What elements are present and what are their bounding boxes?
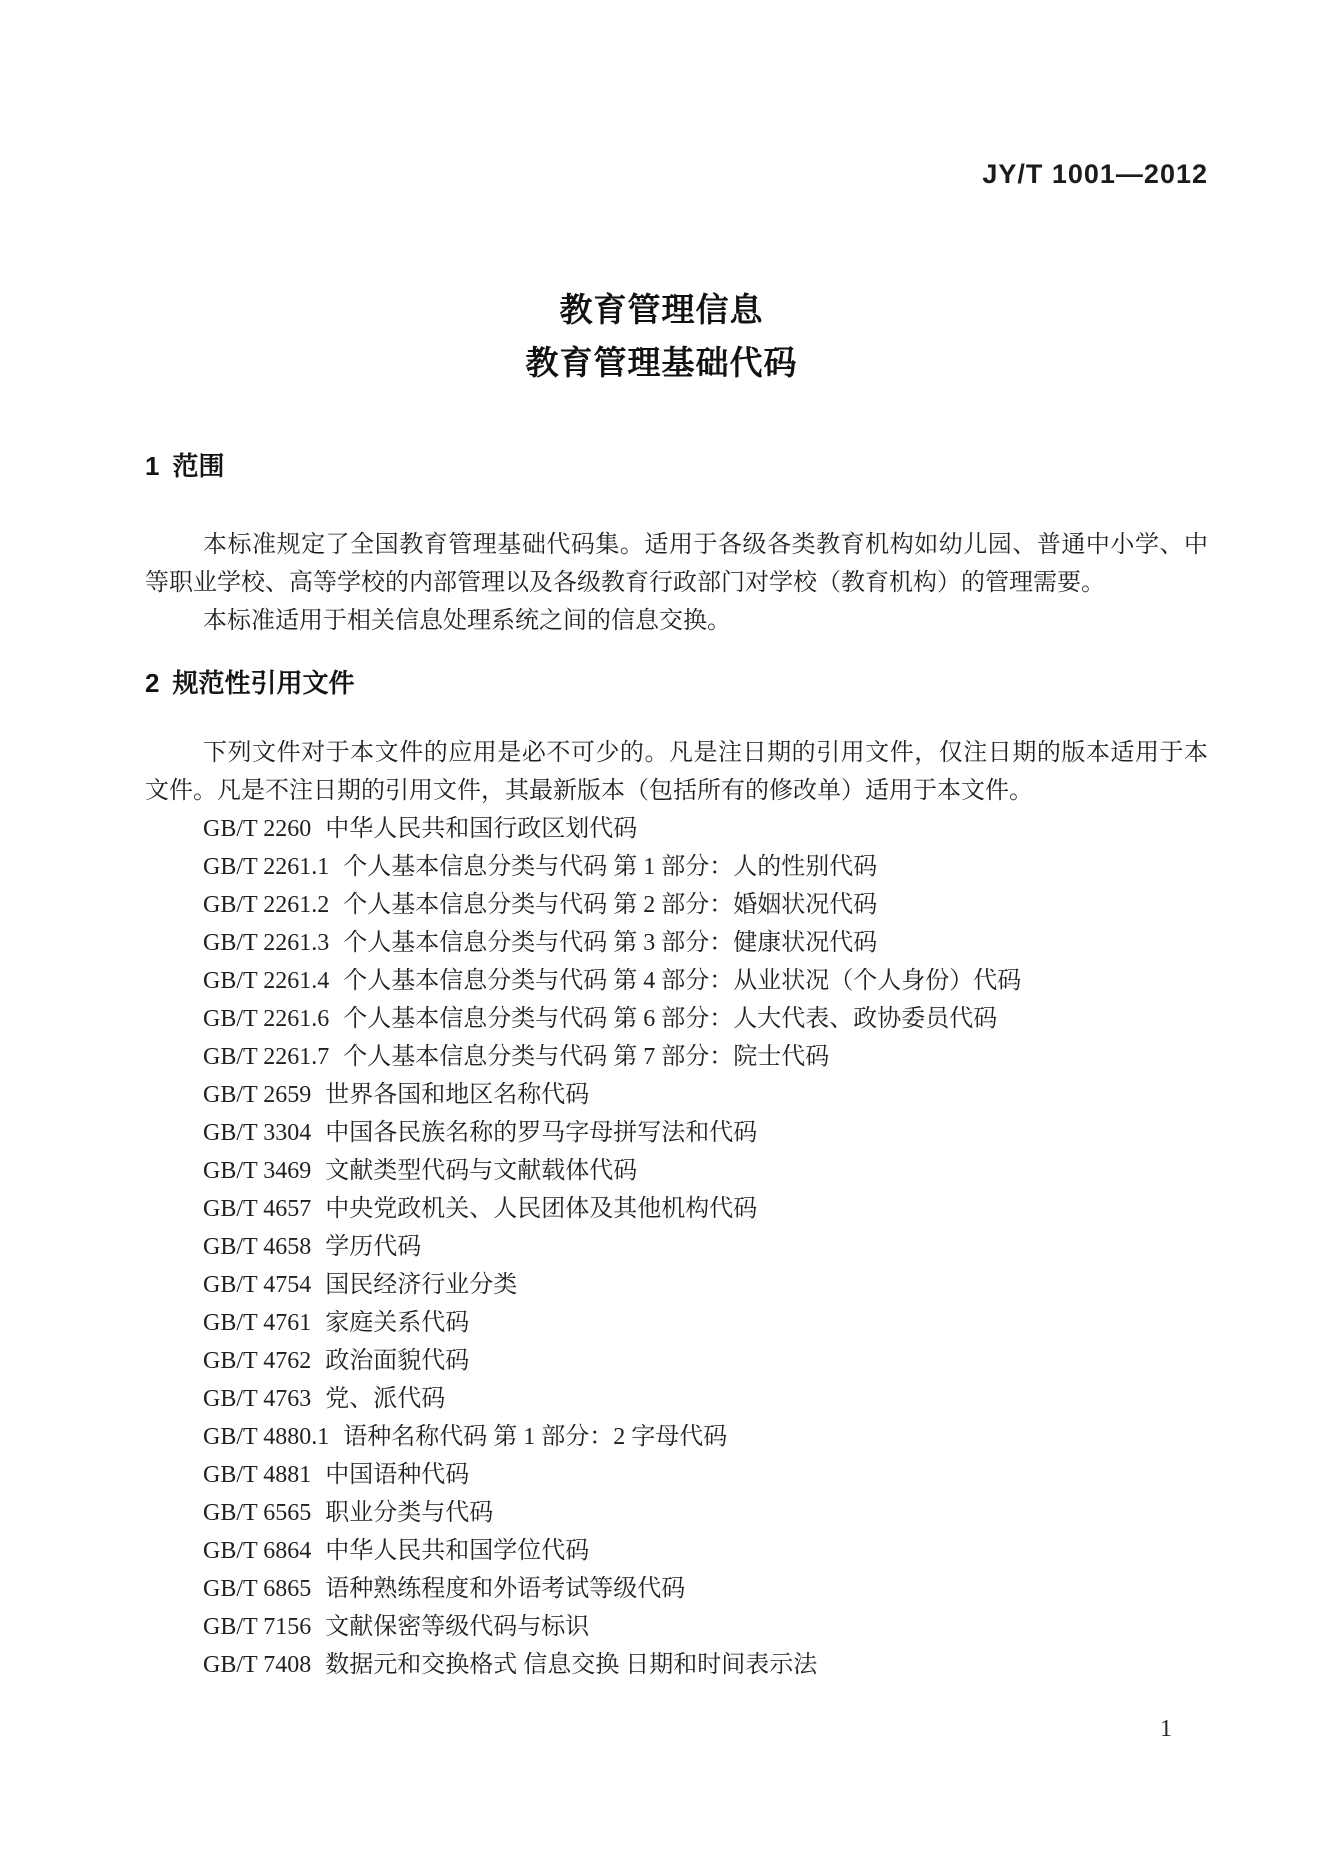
reference-item xyxy=(145,1494,1208,1532)
page-number: 1 xyxy=(1160,1716,1172,1742)
reference-code: GB/T 2261.7 xyxy=(203,1044,330,1070)
reference-title: 文献类型代码与文献载体代码 xyxy=(325,1158,638,1184)
reference-title: 个人基本信息分类与代码 第 3 部分：健康状况代码 xyxy=(343,930,878,956)
reference-item xyxy=(145,1038,1208,1076)
reference-code: GB/T 2261.6 xyxy=(203,1006,330,1032)
section1-number: 1 xyxy=(145,451,160,481)
section1-paragraph2: 本标准适用于相关信息处理系统之间的信息交换。 xyxy=(203,608,731,634)
reference-title: 党、派代码 xyxy=(325,1386,446,1412)
reference-code: GB/T 4754 xyxy=(203,1272,312,1298)
reference-item xyxy=(145,1114,1208,1152)
reference-title: 个人基本信息分类与代码 第 7 部分：院士代码 xyxy=(343,1044,830,1070)
reference-title: 国民经济行业分类 xyxy=(325,1272,518,1298)
reference-item xyxy=(145,1532,1208,1570)
doc-title-line1: 教育管理信息 xyxy=(559,291,764,328)
section2-number: 2 xyxy=(145,668,160,698)
reference-title: 中国各民族名称的罗马字母拼写法和代码 xyxy=(325,1120,758,1146)
reference-code: GB/T 6865 xyxy=(203,1576,312,1602)
reference-code: GB/T 4761 xyxy=(203,1310,312,1336)
reference-code: GB/T 2659 xyxy=(203,1082,312,1108)
reference-code: GB/T 4881 xyxy=(203,1462,312,1488)
reference-item xyxy=(145,962,1208,1000)
reference-title: 语种熟练程度和外语考试等级代码 xyxy=(325,1576,686,1602)
reference-title: 个人基本信息分类与代码 第 1 部分：人的性别代码 xyxy=(343,854,878,880)
reference-item xyxy=(145,848,1208,886)
section1-heading xyxy=(145,449,1208,483)
reference-title: 政治面貌代码 xyxy=(325,1348,470,1374)
reference-item xyxy=(145,1608,1208,1646)
reference-title: 中华人民共和国学位代码 xyxy=(325,1538,590,1564)
doc-number: JY/T 1001—2012 xyxy=(982,159,1208,189)
reference-code: GB/T 4763 xyxy=(203,1386,312,1412)
reference-item xyxy=(145,1646,1208,1684)
reference-list xyxy=(145,810,1208,1684)
reference-title: 中华人民共和国行政区划代码 xyxy=(325,816,638,842)
reference-item xyxy=(145,1228,1208,1266)
reference-title: 个人基本信息分类与代码 第 6 部分：人大代表、政协委员代码 xyxy=(343,1006,998,1032)
doc-title xyxy=(0,283,1323,389)
doc-title-line2: 教育管理基础代码 xyxy=(525,344,798,381)
reference-item xyxy=(145,1304,1208,1342)
reference-code: GB/T 7156 xyxy=(203,1614,312,1640)
reference-code: GB/T 2261.2 xyxy=(203,892,330,918)
reference-code: GB/T 7408 xyxy=(203,1652,312,1678)
reference-code: GB/T 4657 xyxy=(203,1196,312,1222)
section2-intro: 下列文件对于本文件的应用是必不可少的。凡是注日期的引用文件，仅注日期的版本适用于本文件。凡是不注日期的引用文件，其最新版本（包括所有的修改单）适用于本文件。 xyxy=(145,740,1208,804)
reference-item xyxy=(145,886,1208,924)
reference-item xyxy=(145,924,1208,962)
section1-heading-text: 范围 xyxy=(172,451,225,481)
reference-code: GB/T 3304 xyxy=(203,1120,312,1146)
reference-code: GB/T 2261.1 xyxy=(203,854,330,880)
reference-title: 中国语种代码 xyxy=(325,1462,470,1488)
reference-code: GB/T 4658 xyxy=(203,1234,312,1260)
reference-item xyxy=(145,810,1208,848)
reference-code: GB/T 2261.4 xyxy=(203,968,330,994)
reference-item xyxy=(145,1076,1208,1114)
section2-heading-text: 规范性引用文件 xyxy=(172,668,355,698)
reference-title: 个人基本信息分类与代码 第 4 部分：从业状况（个人身份）代码 xyxy=(343,968,1022,994)
reference-code: GB/T 2261.3 xyxy=(203,930,330,956)
reference-item xyxy=(145,1456,1208,1494)
reference-item xyxy=(145,1342,1208,1380)
reference-code: GB/T 2260 xyxy=(203,816,312,842)
reference-code: GB/T 3469 xyxy=(203,1158,312,1184)
reference-code: GB/T 4762 xyxy=(203,1348,312,1374)
reference-title: 学历代码 xyxy=(325,1234,422,1260)
reference-item xyxy=(145,1152,1208,1190)
reference-item xyxy=(145,1190,1208,1228)
reference-title: 世界各国和地区名称代码 xyxy=(325,1082,590,1108)
reference-code: GB/T 6864 xyxy=(203,1538,312,1564)
reference-item xyxy=(145,1570,1208,1608)
reference-title: 家庭关系代码 xyxy=(325,1310,470,1336)
reference-item xyxy=(145,1380,1208,1418)
reference-item xyxy=(145,1266,1208,1304)
reference-title: 职业分类与代码 xyxy=(325,1500,494,1526)
reference-title: 语种名称代码 第 1 部分：2 字母代码 xyxy=(343,1424,728,1450)
reference-code: GB/T 6565 xyxy=(203,1500,312,1526)
reference-title: 数据元和交换格式 信息交换 日期和时间表示法 xyxy=(325,1652,818,1678)
section1-paragraph1: 本标准规定了全国教育管理基础代码集。适用于各级各类教育机构如幼儿园、普通中小学、中等职业学校、高等学校的内部管理以及各级教育行政部门对学校（教育机构）的管理需要。 xyxy=(145,532,1208,596)
reference-title: 个人基本信息分类与代码 第 2 部分：婚姻状况代码 xyxy=(343,892,878,918)
reference-item xyxy=(145,1000,1208,1038)
section2-heading xyxy=(145,666,1208,700)
reference-title: 文献保密等级代码与标识 xyxy=(325,1614,590,1640)
reference-title: 中央党政机关、人民团体及其他机构代码 xyxy=(325,1196,758,1222)
reference-item xyxy=(145,1418,1208,1456)
reference-code: GB/T 4880.1 xyxy=(203,1424,330,1450)
